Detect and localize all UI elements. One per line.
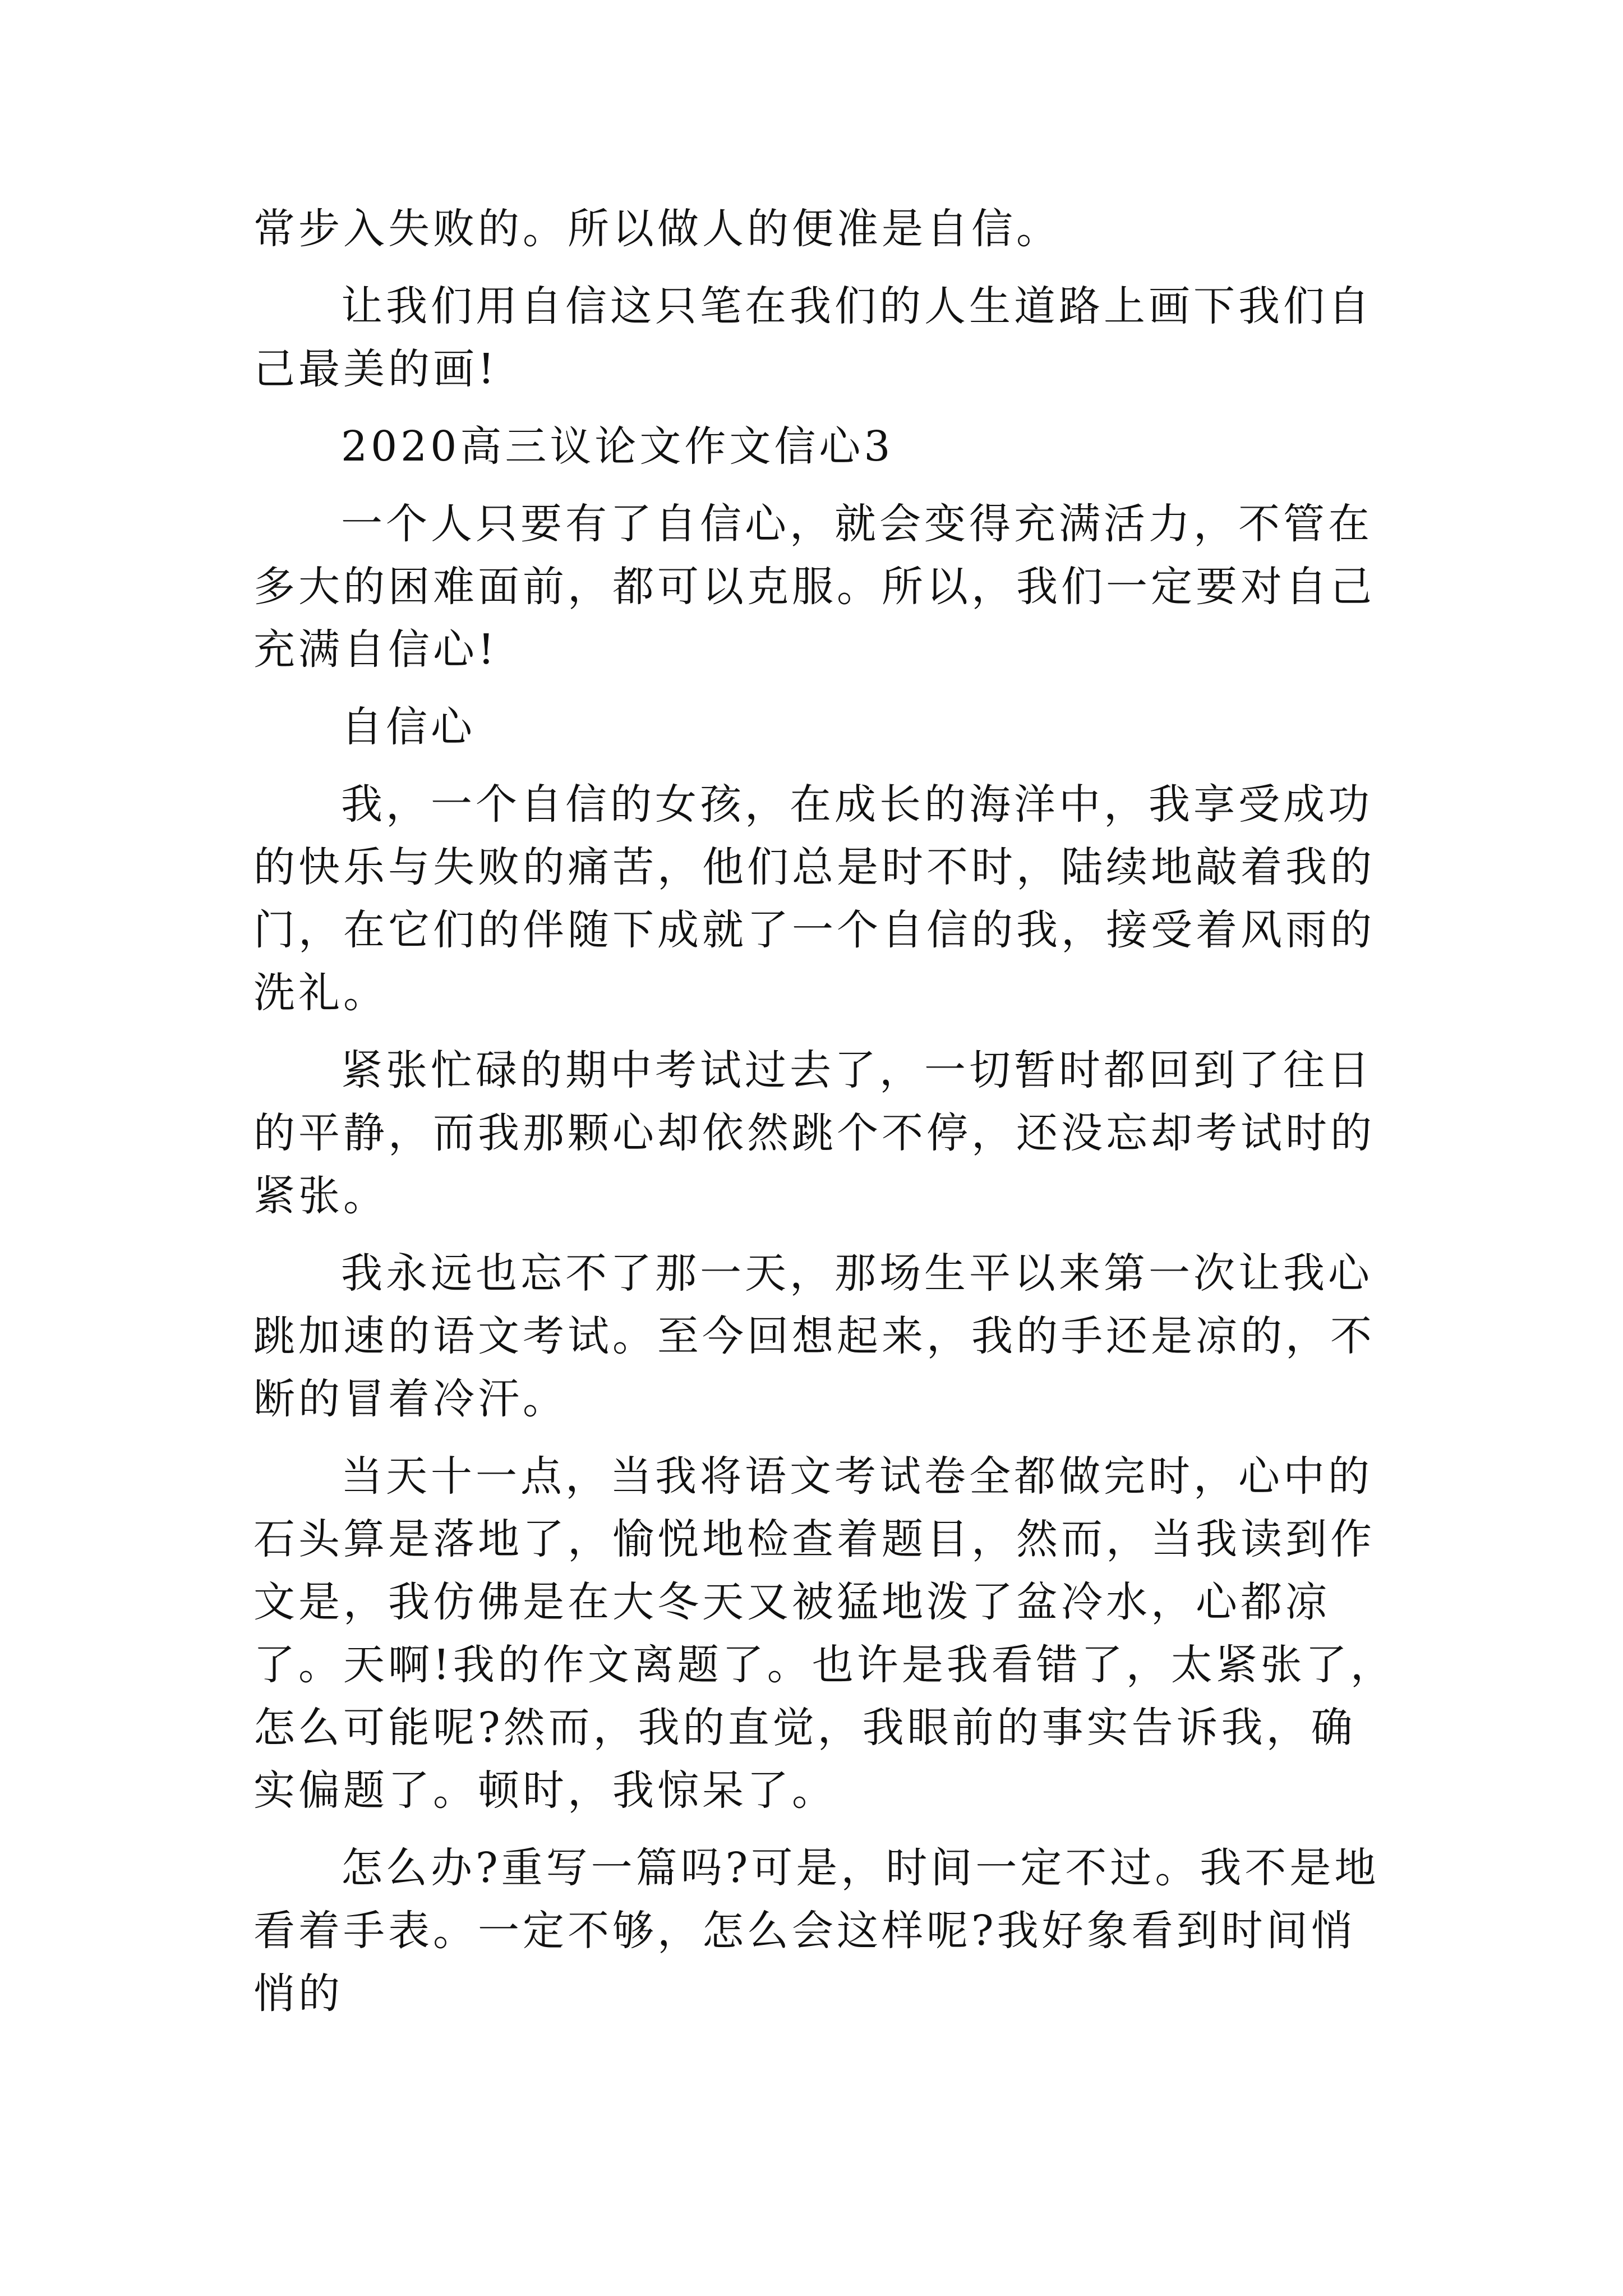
document-body [253, 197, 1398, 2040]
paragraph-8: 我永远也忘不了那一天，那场生平以来第一次让我心跳加速的语文考试。至今回想起来，我的手还是凉的，不断的冒着冷汗。 [253, 1249, 1375, 1423]
paragraph-6: 我，一个自信的女孩，在成长的海洋中，我享受成功的快乐与失败的痛苦，他们总是时不时，陆续地敲着我的门，在它们的伴随下成就了一个自信的我，接受着风雨的洗礼。 [253, 780, 1375, 1017]
paragraph-7: 紧张忙碌的期中考试过去了，一切暂时都回到了往日的平静，而我那颗心却依然跳个不停，还没忘却考试时的紧张。 [253, 1046, 1375, 1220]
paragraph-10: 怎么办?重写一篇吗?可是，时间一定不过。我不是地看着手表。一定不够，怎么会这样呢?我好象看到时间悄悄的 [253, 1844, 1380, 2018]
paragraph-1: 常步入失败的。所以做人的便准是自信。 [253, 205, 1061, 253]
paragraph-2: 让我们用自信这只笔在我们的人生道路上画下我们自己最美的画! [253, 282, 1373, 393]
paragraph-4: 一个人只要有了自信心，就会变得充满活力，不管在多大的困难面前，都可以克服。所以，我们一定要对自己充满自信心! [253, 500, 1375, 674]
essay-title: 2020高三议论文作文信心3 [341, 422, 894, 471]
section-title: 自信心 [341, 703, 476, 751]
paragraph-9: 当天十一点，当我将语文考试卷全都做完时，心中的石头算是落地了，愉悦地检查着题目，然而，当我读到作文是，我仿佛是在大冬天又被猛地泼了盆冷水，心都凉了。天啊!我的作文离题了。也许是我看错了，太紧张了，怎么可能呢?然而，我的直觉，我眼前的事实告诉我，确实偏题了。顿时，我惊呆了。 [253, 1452, 1395, 1815]
